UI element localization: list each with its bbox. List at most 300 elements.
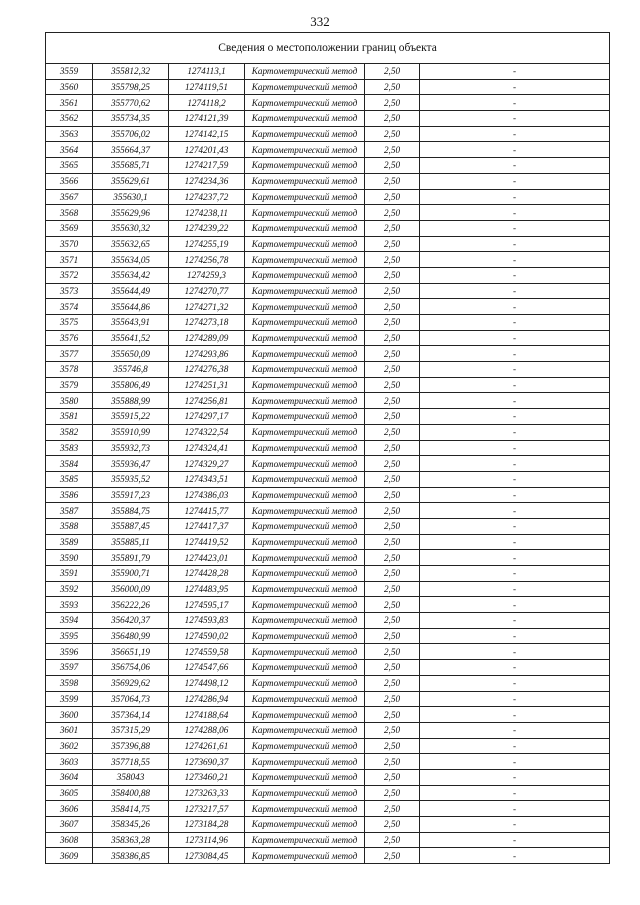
description-cell: - <box>420 722 610 738</box>
method-cell: Картометрический метод <box>245 487 365 503</box>
x-coordinate-cell: 355885,11 <box>93 534 169 550</box>
method-cell: Картометрический метод <box>245 362 365 378</box>
point-number-cell: 3609 <box>46 848 93 864</box>
table-row <box>46 644 610 660</box>
boundary-coordinates-table <box>45 32 610 864</box>
accuracy-cell: 2,50 <box>365 315 420 331</box>
table-row <box>46 581 610 597</box>
point-number-cell: 3564 <box>46 142 93 158</box>
x-coordinate-cell: 355915,22 <box>93 409 169 425</box>
y-coordinate-cell: 1273084,45 <box>169 848 245 864</box>
table-row <box>46 848 610 864</box>
table-row <box>46 597 610 613</box>
accuracy-cell: 2,50 <box>365 456 420 472</box>
x-coordinate-cell: 356754,06 <box>93 660 169 676</box>
accuracy-cell: 2,50 <box>365 550 420 566</box>
point-number-cell: 3594 <box>46 613 93 629</box>
accuracy-cell: 2,50 <box>365 675 420 691</box>
y-coordinate-cell: 1274251,31 <box>169 377 245 393</box>
y-coordinate-cell: 1274415,77 <box>169 503 245 519</box>
method-cell: Картометрический метод <box>245 424 365 440</box>
point-number-cell: 3588 <box>46 518 93 534</box>
y-coordinate-cell: 1274593,83 <box>169 613 245 629</box>
x-coordinate-cell: 355917,23 <box>93 487 169 503</box>
table-row <box>46 487 610 503</box>
point-number-cell: 3595 <box>46 628 93 644</box>
description-cell: - <box>420 220 610 236</box>
y-coordinate-cell: 1274343,51 <box>169 471 245 487</box>
accuracy-cell: 2,50 <box>365 644 420 660</box>
method-cell: Картометрический метод <box>245 142 365 158</box>
table-row <box>46 299 610 315</box>
point-number-cell: 3587 <box>46 503 93 519</box>
description-cell: - <box>420 142 610 158</box>
description-cell: - <box>420 236 610 252</box>
accuracy-cell: 2,50 <box>365 236 420 252</box>
method-cell: Картометрический метод <box>245 722 365 738</box>
description-cell: - <box>420 628 610 644</box>
table-row <box>46 330 610 346</box>
description-cell: - <box>420 754 610 770</box>
table-row <box>46 111 610 127</box>
point-number-cell: 3568 <box>46 205 93 221</box>
point-number-cell: 3600 <box>46 707 93 723</box>
method-cell: Картометрический метод <box>245 126 365 142</box>
x-coordinate-cell: 355664,37 <box>93 142 169 158</box>
method-cell: Картометрический метод <box>245 267 365 283</box>
description-cell: - <box>420 126 610 142</box>
y-coordinate-cell: 1274271,32 <box>169 299 245 315</box>
method-cell: Картометрический метод <box>245 832 365 848</box>
table-row <box>46 220 610 236</box>
method-cell: Картометрический метод <box>245 738 365 754</box>
accuracy-cell: 2,50 <box>365 487 420 503</box>
table-row <box>46 95 610 111</box>
y-coordinate-cell: 1274423,01 <box>169 550 245 566</box>
table-row <box>46 409 610 425</box>
method-cell: Картометрический метод <box>245 283 365 299</box>
accuracy-cell: 2,50 <box>365 722 420 738</box>
method-cell: Картометрический метод <box>245 518 365 534</box>
accuracy-cell: 2,50 <box>365 503 420 519</box>
y-coordinate-cell: 1274276,38 <box>169 362 245 378</box>
method-cell: Картометрический метод <box>245 707 365 723</box>
x-coordinate-cell: 355734,35 <box>93 111 169 127</box>
table-row <box>46 236 610 252</box>
point-number-cell: 3569 <box>46 220 93 236</box>
y-coordinate-cell: 1274270,77 <box>169 283 245 299</box>
description-cell: - <box>420 299 610 315</box>
x-coordinate-cell: 355935,52 <box>93 471 169 487</box>
x-coordinate-cell: 355634,42 <box>93 267 169 283</box>
y-coordinate-cell: 1274386,03 <box>169 487 245 503</box>
point-number-cell: 3590 <box>46 550 93 566</box>
y-coordinate-cell: 1274329,27 <box>169 456 245 472</box>
y-coordinate-cell: 1274256,81 <box>169 393 245 409</box>
method-cell: Картометрический метод <box>245 613 365 629</box>
accuracy-cell: 2,50 <box>365 142 420 158</box>
x-coordinate-cell: 355629,96 <box>93 205 169 221</box>
point-number-cell: 3591 <box>46 566 93 582</box>
accuracy-cell: 2,50 <box>365 111 420 127</box>
x-coordinate-cell: 357364,14 <box>93 707 169 723</box>
table-title-row <box>46 33 610 64</box>
x-coordinate-cell: 357396,88 <box>93 738 169 754</box>
description-cell: - <box>420 346 610 362</box>
description-cell: - <box>420 440 610 456</box>
method-cell: Картометрический метод <box>245 503 365 519</box>
method-cell: Картометрический метод <box>245 534 365 550</box>
table-row <box>46 785 610 801</box>
method-cell: Картометрический метод <box>245 675 365 691</box>
table-row <box>46 440 610 456</box>
description-cell: - <box>420 769 610 785</box>
x-coordinate-cell: 355644,49 <box>93 283 169 299</box>
accuracy-cell: 2,50 <box>365 346 420 362</box>
method-cell: Картометрический метод <box>245 173 365 189</box>
point-number-cell: 3575 <box>46 315 93 331</box>
table-row <box>46 471 610 487</box>
method-cell: Картометрический метод <box>245 220 365 236</box>
point-number-cell: 3584 <box>46 456 93 472</box>
accuracy-cell: 2,50 <box>365 769 420 785</box>
description-cell: - <box>420 487 610 503</box>
x-coordinate-cell: 357315,29 <box>93 722 169 738</box>
point-number-cell: 3593 <box>46 597 93 613</box>
y-coordinate-cell: 1273217,57 <box>169 801 245 817</box>
accuracy-cell: 2,50 <box>365 691 420 707</box>
point-number-cell: 3583 <box>46 440 93 456</box>
x-coordinate-cell: 356929,62 <box>93 675 169 691</box>
description-cell: - <box>420 95 610 111</box>
y-coordinate-cell: 1274261,61 <box>169 738 245 754</box>
accuracy-cell: 2,50 <box>365 205 420 221</box>
method-cell: Картометрический метод <box>245 769 365 785</box>
table-row <box>46 801 610 817</box>
point-number-cell: 3578 <box>46 362 93 378</box>
accuracy-cell: 2,50 <box>365 785 420 801</box>
table-row <box>46 158 610 174</box>
description-cell: - <box>420 205 610 221</box>
accuracy-cell: 2,50 <box>365 707 420 723</box>
table-row <box>46 362 610 378</box>
point-number-cell: 3561 <box>46 95 93 111</box>
point-number-cell: 3573 <box>46 283 93 299</box>
point-number-cell: 3570 <box>46 236 93 252</box>
method-cell: Картометрический метод <box>245 95 365 111</box>
x-coordinate-cell: 356651,19 <box>93 644 169 660</box>
x-coordinate-cell: 355887,45 <box>93 518 169 534</box>
x-coordinate-cell: 355685,71 <box>93 158 169 174</box>
method-cell: Картометрический метод <box>245 581 365 597</box>
description-cell: - <box>420 111 610 127</box>
method-cell: Картометрический метод <box>245 330 365 346</box>
point-number-cell: 3565 <box>46 158 93 174</box>
accuracy-cell: 2,50 <box>365 409 420 425</box>
x-coordinate-cell: 355632,65 <box>93 236 169 252</box>
method-cell: Картометрический метод <box>245 393 365 409</box>
method-cell: Картометрический метод <box>245 471 365 487</box>
y-coordinate-cell: 1274483,95 <box>169 581 245 597</box>
y-coordinate-cell: 1274119,51 <box>169 79 245 95</box>
y-coordinate-cell: 1273184,28 <box>169 817 245 833</box>
method-cell: Картометрический метод <box>245 377 365 393</box>
x-coordinate-cell: 356222,26 <box>93 597 169 613</box>
point-number-cell: 3562 <box>46 111 93 127</box>
description-cell: - <box>420 79 610 95</box>
point-number-cell: 3574 <box>46 299 93 315</box>
method-cell: Картометрический метод <box>245 440 365 456</box>
accuracy-cell: 2,50 <box>365 220 420 236</box>
description-cell: - <box>420 424 610 440</box>
y-coordinate-cell: 1273460,21 <box>169 769 245 785</box>
accuracy-cell: 2,50 <box>365 660 420 676</box>
table-row <box>46 518 610 534</box>
method-cell: Картометрический метод <box>245 252 365 268</box>
x-coordinate-cell: 355900,71 <box>93 566 169 582</box>
accuracy-cell: 2,50 <box>365 518 420 534</box>
description-cell: - <box>420 456 610 472</box>
description-cell: - <box>420 738 610 754</box>
x-coordinate-cell: 355770,62 <box>93 95 169 111</box>
x-coordinate-cell: 358043 <box>93 769 169 785</box>
x-coordinate-cell: 356420,37 <box>93 613 169 629</box>
accuracy-cell: 2,50 <box>365 393 420 409</box>
point-number-cell: 3576 <box>46 330 93 346</box>
description-cell: - <box>420 252 610 268</box>
description-cell: - <box>420 534 610 550</box>
y-coordinate-cell: 1274255,19 <box>169 236 245 252</box>
accuracy-cell: 2,50 <box>365 267 420 283</box>
y-coordinate-cell: 1274217,59 <box>169 158 245 174</box>
x-coordinate-cell: 355806,49 <box>93 377 169 393</box>
method-cell: Картометрический метод <box>245 754 365 770</box>
point-number-cell: 3608 <box>46 832 93 848</box>
description-cell: - <box>420 377 610 393</box>
x-coordinate-cell: 358400,88 <box>93 785 169 801</box>
method-cell: Картометрический метод <box>245 566 365 582</box>
y-coordinate-cell: 1274322,54 <box>169 424 245 440</box>
x-coordinate-cell: 358345,26 <box>93 817 169 833</box>
method-cell: Картометрический метод <box>245 785 365 801</box>
method-cell: Картометрический метод <box>245 236 365 252</box>
accuracy-cell: 2,50 <box>365 801 420 817</box>
point-number-cell: 3592 <box>46 581 93 597</box>
description-cell: - <box>420 832 610 848</box>
y-coordinate-cell: 1274121,39 <box>169 111 245 127</box>
y-coordinate-cell: 1274419,52 <box>169 534 245 550</box>
y-coordinate-cell: 1274201,43 <box>169 142 245 158</box>
table-row <box>46 613 610 629</box>
description-cell: - <box>420 409 610 425</box>
method-cell: Картометрический метод <box>245 346 365 362</box>
y-coordinate-cell: 1274293,86 <box>169 346 245 362</box>
method-cell: Картометрический метод <box>245 64 365 80</box>
description-cell: - <box>420 267 610 283</box>
description-cell: - <box>420 550 610 566</box>
point-number-cell: 3602 <box>46 738 93 754</box>
x-coordinate-cell: 357718,55 <box>93 754 169 770</box>
point-number-cell: 3581 <box>46 409 93 425</box>
method-cell: Картометрический метод <box>245 660 365 676</box>
table-row <box>46 691 610 707</box>
x-coordinate-cell: 355888,99 <box>93 393 169 409</box>
y-coordinate-cell: 1274273,18 <box>169 315 245 331</box>
table-row <box>46 79 610 95</box>
method-cell: Картометрический метод <box>245 801 365 817</box>
table-row <box>46 424 610 440</box>
description-cell: - <box>420 801 610 817</box>
accuracy-cell: 2,50 <box>365 832 420 848</box>
method-cell: Картометрический метод <box>245 817 365 833</box>
y-coordinate-cell: 1274259,3 <box>169 267 245 283</box>
accuracy-cell: 2,50 <box>365 581 420 597</box>
description-cell: - <box>420 566 610 582</box>
y-coordinate-cell: 1274590,02 <box>169 628 245 644</box>
y-coordinate-cell: 1274498,12 <box>169 675 245 691</box>
description-cell: - <box>420 173 610 189</box>
method-cell: Картометрический метод <box>245 158 365 174</box>
accuracy-cell: 2,50 <box>365 754 420 770</box>
y-coordinate-cell: 1273263,33 <box>169 785 245 801</box>
description-cell: - <box>420 597 610 613</box>
description-cell: - <box>420 471 610 487</box>
table-row <box>46 377 610 393</box>
y-coordinate-cell: 1274595,17 <box>169 597 245 613</box>
y-coordinate-cell: 1274428,28 <box>169 566 245 582</box>
description-cell: - <box>420 393 610 409</box>
method-cell: Картометрический метод <box>245 644 365 660</box>
x-coordinate-cell: 355634,05 <box>93 252 169 268</box>
description-cell: - <box>420 362 610 378</box>
method-cell: Картометрический метод <box>245 205 365 221</box>
x-coordinate-cell: 355630,32 <box>93 220 169 236</box>
table-row <box>46 267 610 283</box>
table-row <box>46 566 610 582</box>
description-cell: - <box>420 158 610 174</box>
description-cell: - <box>420 283 610 299</box>
x-coordinate-cell: 355936,47 <box>93 456 169 472</box>
accuracy-cell: 2,50 <box>365 424 420 440</box>
description-cell: - <box>420 691 610 707</box>
method-cell: Картометрический метод <box>245 189 365 205</box>
table-row <box>46 722 610 738</box>
point-number-cell: 3563 <box>46 126 93 142</box>
x-coordinate-cell: 355706,02 <box>93 126 169 142</box>
table-row <box>46 832 610 848</box>
description-cell: - <box>420 848 610 864</box>
x-coordinate-cell: 356000,09 <box>93 581 169 597</box>
accuracy-cell: 2,50 <box>365 173 420 189</box>
y-coordinate-cell: 1274288,06 <box>169 722 245 738</box>
x-coordinate-cell: 355641,52 <box>93 330 169 346</box>
point-number-cell: 3598 <box>46 675 93 691</box>
point-number-cell: 3599 <box>46 691 93 707</box>
y-coordinate-cell: 1274142,15 <box>169 126 245 142</box>
y-coordinate-cell: 1274113,1 <box>169 64 245 80</box>
x-coordinate-cell: 355644,86 <box>93 299 169 315</box>
point-number-cell: 3580 <box>46 393 93 409</box>
accuracy-cell: 2,50 <box>365 299 420 315</box>
y-coordinate-cell: 1274547,66 <box>169 660 245 676</box>
method-cell: Картометрический метод <box>245 315 365 331</box>
point-number-cell: 3572 <box>46 267 93 283</box>
accuracy-cell: 2,50 <box>365 79 420 95</box>
table-row <box>46 456 610 472</box>
x-coordinate-cell: 358363,28 <box>93 832 169 848</box>
y-coordinate-cell: 1274256,78 <box>169 252 245 268</box>
x-coordinate-cell: 355798,25 <box>93 79 169 95</box>
y-coordinate-cell: 1274239,22 <box>169 220 245 236</box>
method-cell: Картометрический метод <box>245 848 365 864</box>
table-row <box>46 283 610 299</box>
table-row <box>46 205 610 221</box>
accuracy-cell: 2,50 <box>365 566 420 582</box>
table-row <box>46 315 610 331</box>
table-row <box>46 64 610 80</box>
accuracy-cell: 2,50 <box>365 126 420 142</box>
x-coordinate-cell: 355629,61 <box>93 173 169 189</box>
table-row <box>46 173 610 189</box>
accuracy-cell: 2,50 <box>365 64 420 80</box>
description-cell: - <box>420 613 610 629</box>
method-cell: Картометрический метод <box>245 691 365 707</box>
y-coordinate-cell: 1274234,36 <box>169 173 245 189</box>
point-number-cell: 3607 <box>46 817 93 833</box>
x-coordinate-cell: 355910,99 <box>93 424 169 440</box>
description-cell: - <box>420 707 610 723</box>
point-number-cell: 3596 <box>46 644 93 660</box>
y-coordinate-cell: 1274289,09 <box>169 330 245 346</box>
x-coordinate-cell: 355812,32 <box>93 64 169 80</box>
x-coordinate-cell: 355891,79 <box>93 550 169 566</box>
x-coordinate-cell: 355650,09 <box>93 346 169 362</box>
description-cell: - <box>420 660 610 676</box>
description-cell: - <box>420 785 610 801</box>
x-coordinate-cell: 358414,75 <box>93 801 169 817</box>
table-row <box>46 534 610 550</box>
method-cell: Картометрический метод <box>245 456 365 472</box>
x-coordinate-cell: 355746,8 <box>93 362 169 378</box>
description-cell: - <box>420 644 610 660</box>
point-number-cell: 3589 <box>46 534 93 550</box>
table-row <box>46 126 610 142</box>
table-row <box>46 503 610 519</box>
method-cell: Картометрический метод <box>245 299 365 315</box>
y-coordinate-cell: 1274118,2 <box>169 95 245 111</box>
point-number-cell: 3597 <box>46 660 93 676</box>
table-row <box>46 817 610 833</box>
accuracy-cell: 2,50 <box>365 283 420 299</box>
table-row <box>46 675 610 691</box>
point-number-cell: 3571 <box>46 252 93 268</box>
method-cell: Картометрический метод <box>245 550 365 566</box>
page-number: 332 <box>310 14 330 29</box>
x-coordinate-cell: 355932,73 <box>93 440 169 456</box>
table-row <box>46 252 610 268</box>
accuracy-cell: 2,50 <box>365 597 420 613</box>
point-number-cell: 3606 <box>46 801 93 817</box>
method-cell: Картометрический метод <box>245 628 365 644</box>
y-coordinate-cell: 1274188,64 <box>169 707 245 723</box>
point-number-cell: 3601 <box>46 722 93 738</box>
point-number-cell: 3560 <box>46 79 93 95</box>
table-title: Сведения о местоположении границ объекта <box>46 33 610 64</box>
table-row <box>46 393 610 409</box>
accuracy-cell: 2,50 <box>365 362 420 378</box>
method-cell: Картометрический метод <box>245 111 365 127</box>
point-number-cell: 3566 <box>46 173 93 189</box>
